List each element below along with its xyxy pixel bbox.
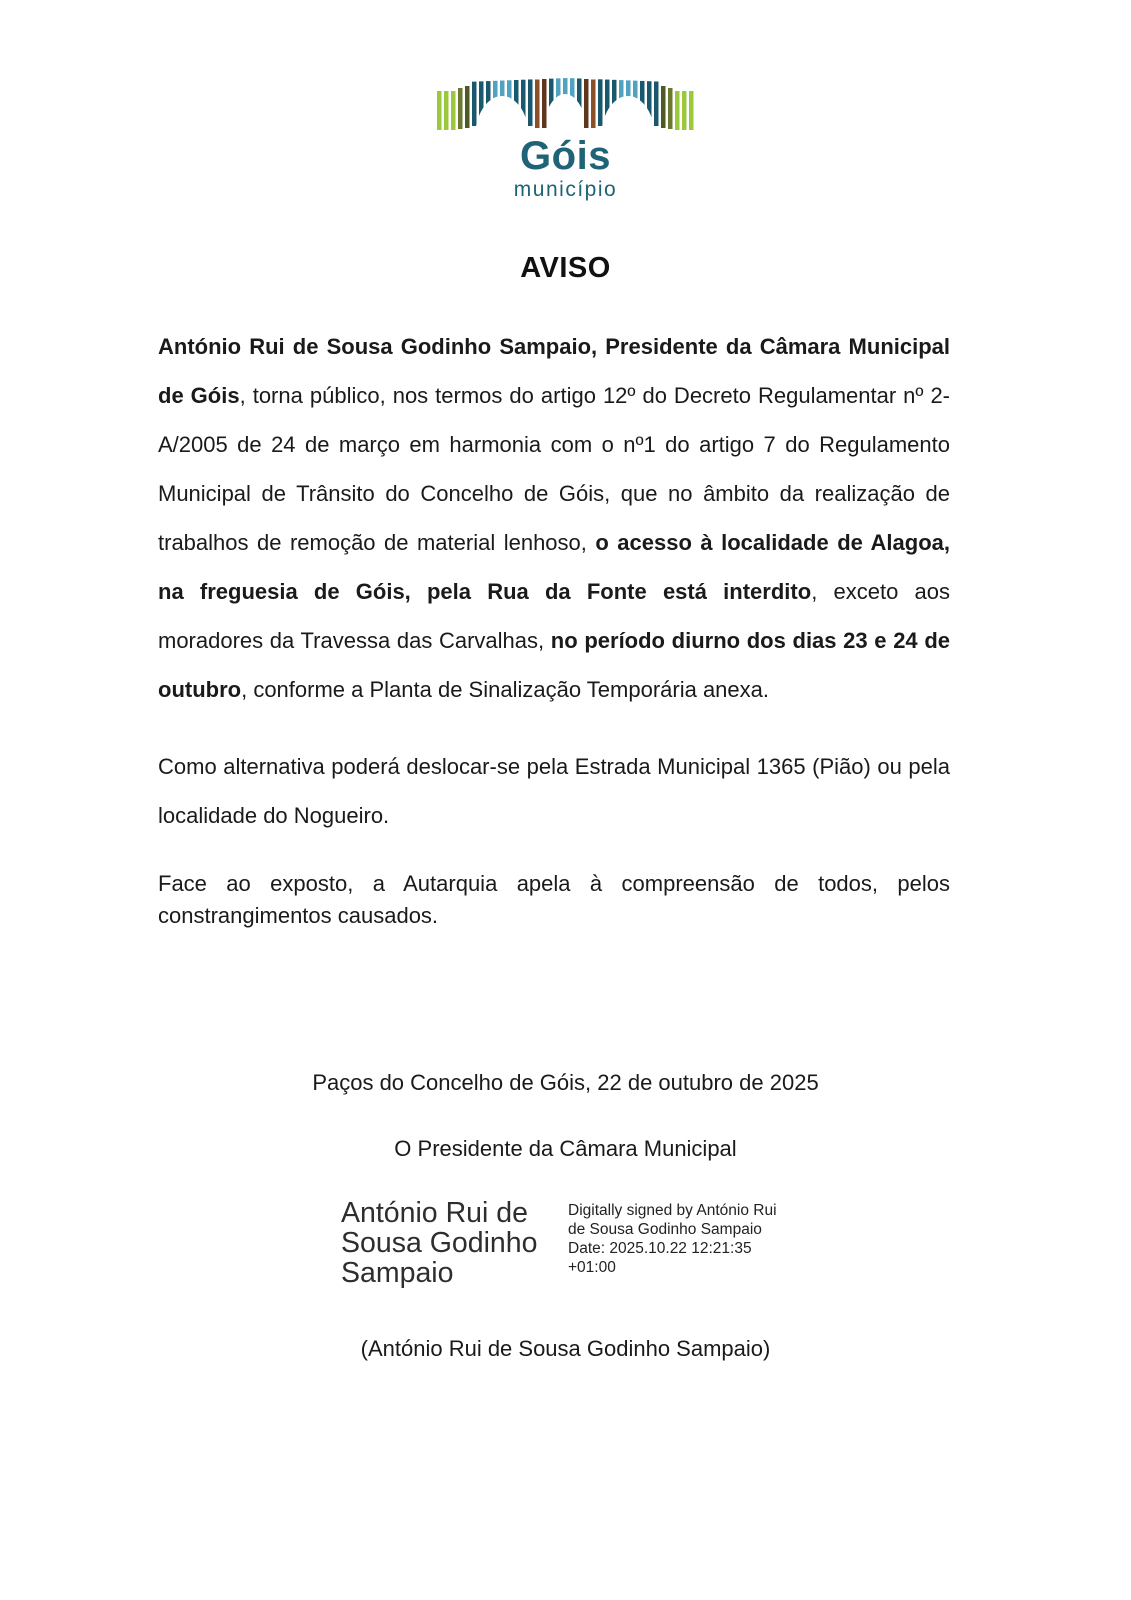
gois-bridge-logo-icon	[437, 78, 694, 130]
signature-name: António Rui de Sousa Godinho Sampaio	[341, 1197, 538, 1289]
signature-digital-note-signedby: Digitally signed by António Rui de Sousa Godinho Sampaio	[568, 1202, 777, 1238]
notice-paragraph-apology: Face ao exposto, a Autarquia apela à compreensão de todos, pelos constrangimentos causados.	[158, 871, 950, 928]
signer-title-line: O Presidente da Câmara Municipal	[394, 1136, 737, 1161]
municipality-logo	[0, 78, 1131, 201]
signature-digital-note	[568, 1198, 790, 1277]
place-and-date-line: Paços do Concelho de Góis, 22 de outubro de 2025	[312, 1070, 819, 1095]
signature-digital-note-date: Date: 2025.10.22 12:21:35 +01:00	[568, 1240, 752, 1276]
digital-signature-block	[0, 1198, 1131, 1288]
logo-title: Góis	[520, 134, 611, 178]
notice-body	[158, 322, 950, 932]
notice-paragraph-main: António Rui de Sousa Godinho Sampaio, Presidente da Câmara Municipal de Góis, torna público, nos termos do artigo 12º do Decreto Regulamentar nº 2-A/2005 de 24 de março em harmonia com o nº1 do artigo 7 do Regulamento Municipal de Trânsito do Concelho de Góis, que no âmbito da realização de trabalhos de remoção de material lenhoso, o acesso à localidade de Alagoa, na freguesia de Góis, pela Rua da Fonte está interdito, exceto aos moradores da Travessa das Carvalhas, no período diurno dos dias 23 e 24 de outubro, conforme a Planta de Sinalização Temporária anexa.	[158, 334, 951, 702]
logo-subtitle: município	[513, 178, 618, 201]
printed-signer-name: (António Rui de Sousa Godinho Sampaio)	[360, 1336, 771, 1361]
notice-paragraph-alternative: Como alternativa poderá deslocar-se pela Estrada Municipal 1365 (Pião) ou pela localidade do Nogueiro.	[158, 754, 950, 828]
page-title: AVISO	[520, 252, 611, 284]
